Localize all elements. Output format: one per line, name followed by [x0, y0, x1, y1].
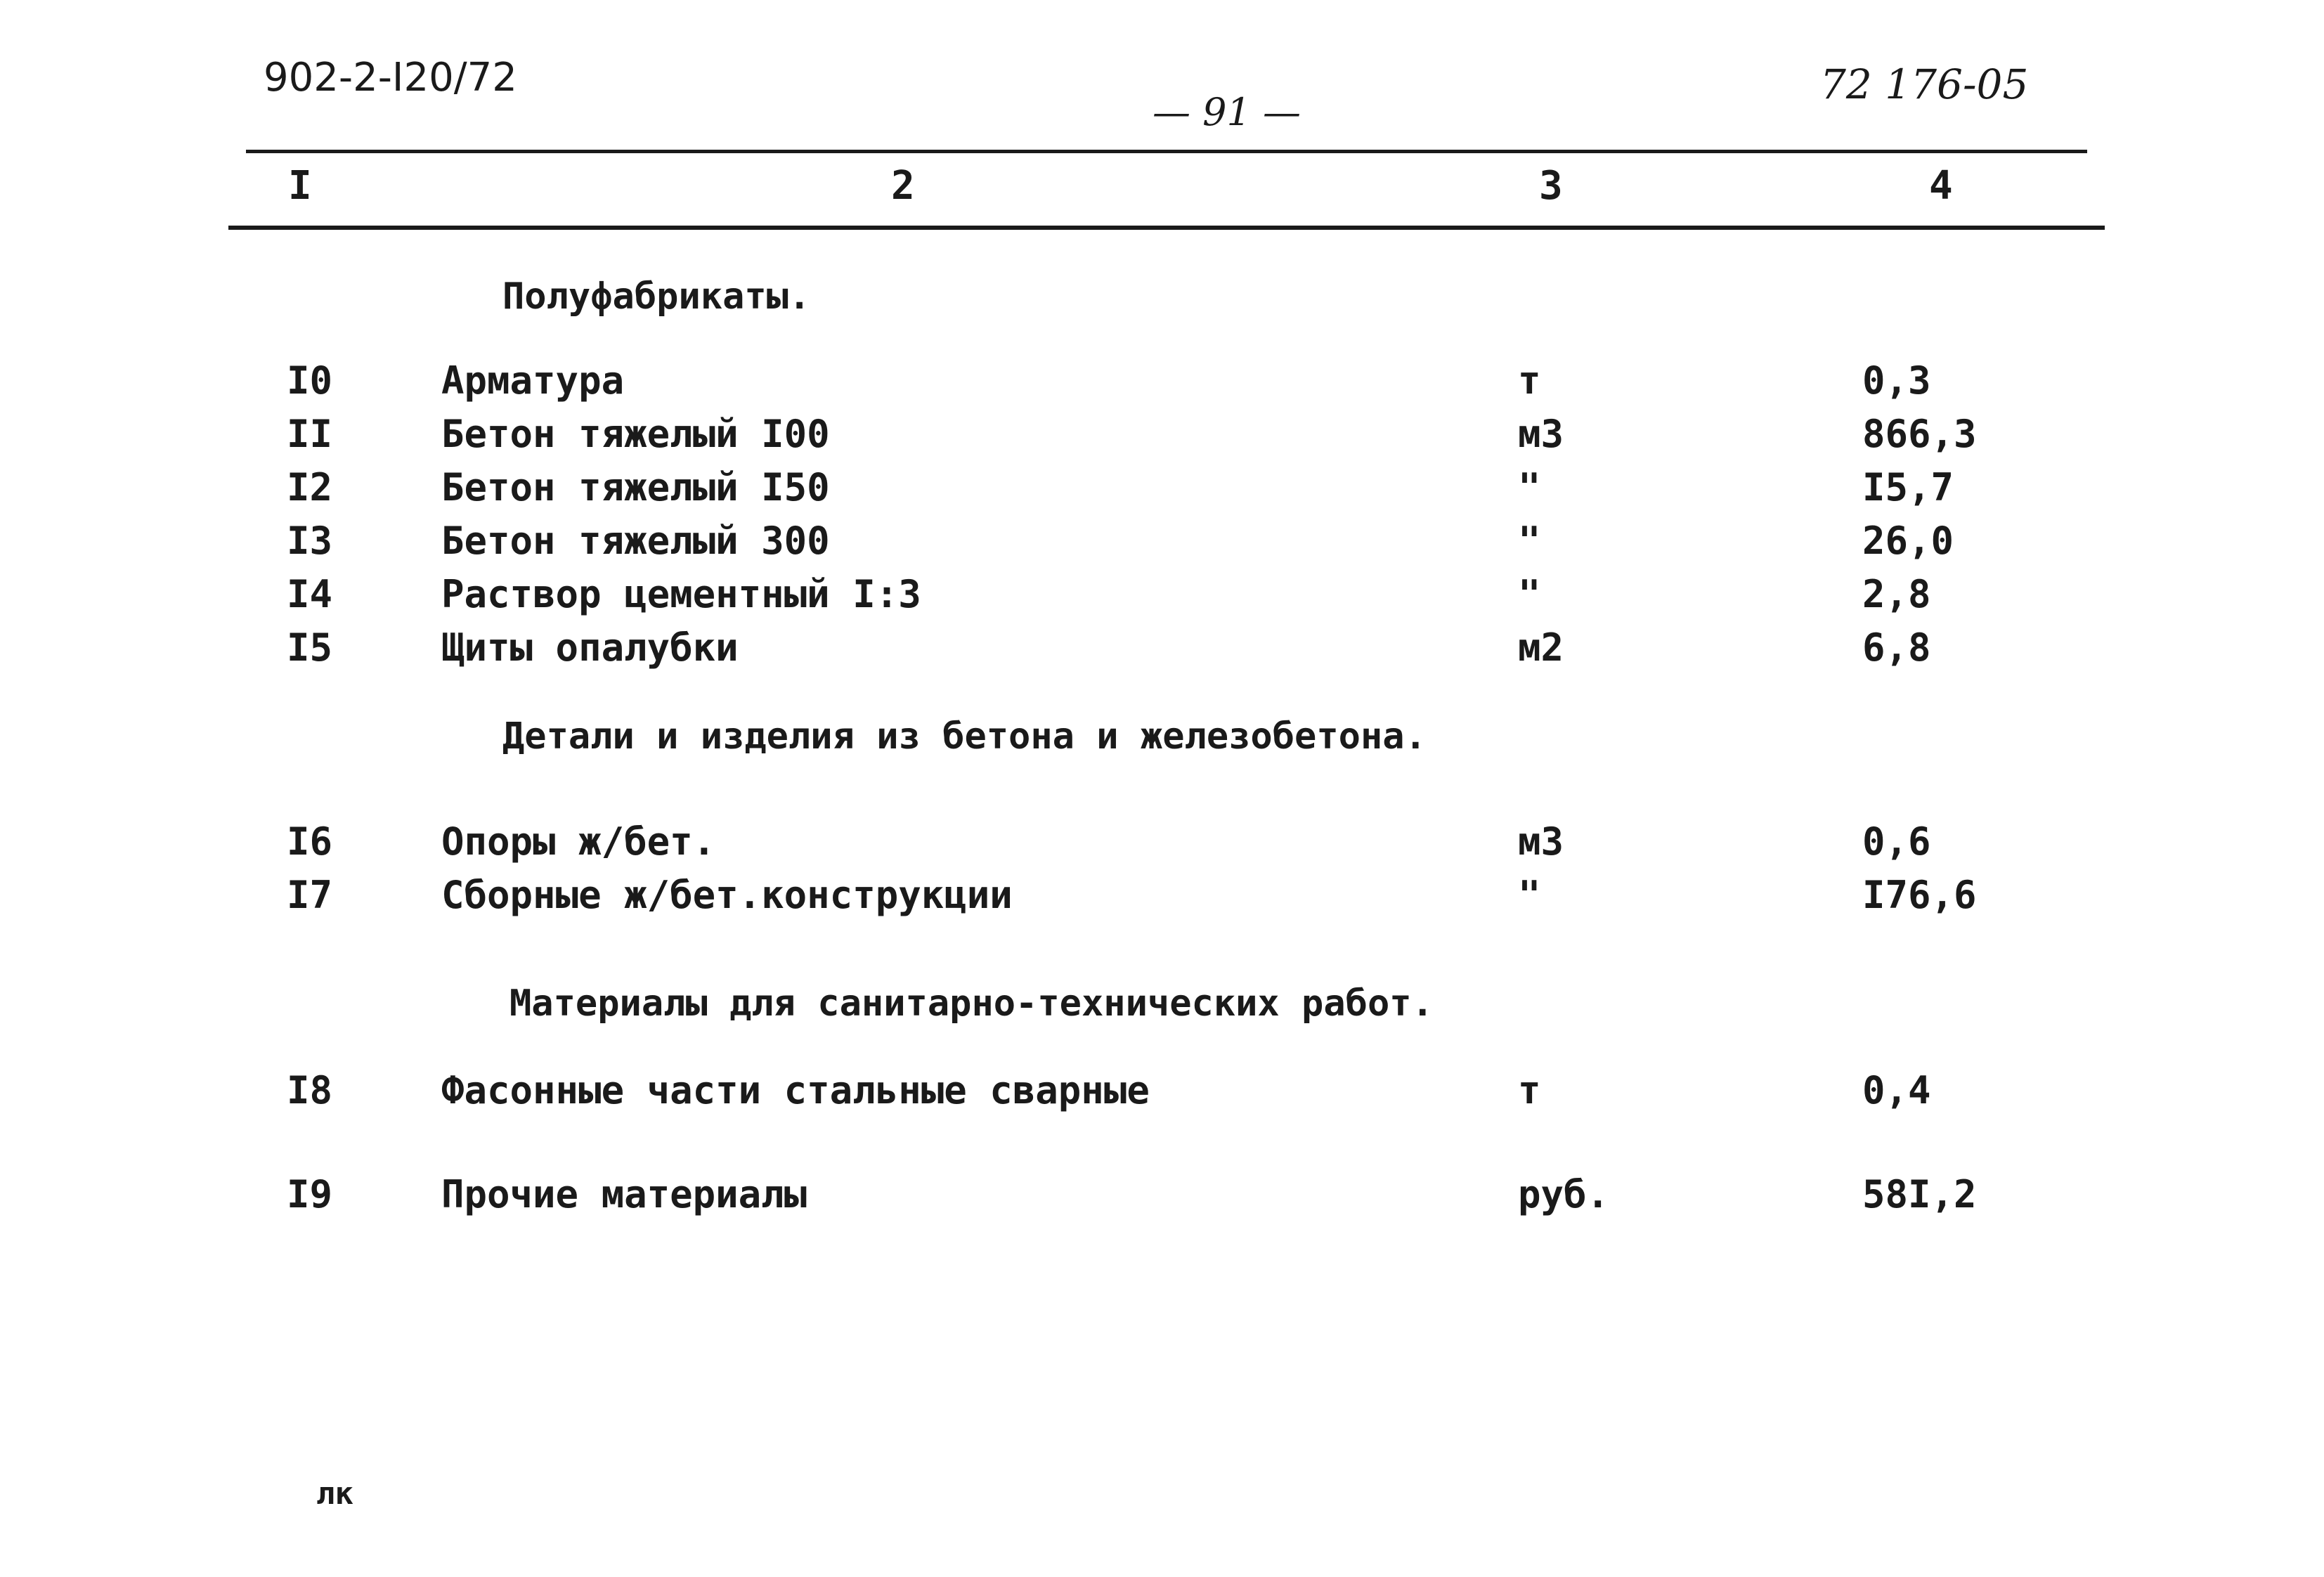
row-number: I2 [287, 465, 333, 510]
row-value: 0,6 [1862, 819, 1931, 864]
row-name: Бетон тяжелый 300 [441, 519, 830, 563]
row-number: I9 [287, 1172, 333, 1216]
row-number: I8 [287, 1068, 333, 1112]
row-unit: т [1518, 1068, 1541, 1112]
row-unit: руб. [1518, 1172, 1610, 1216]
row-value: 58I,2 [1862, 1172, 1977, 1216]
column-header-2: 2 [891, 163, 915, 209]
row-unit: " [1518, 873, 1541, 917]
row-name: Щиты опалубки [441, 625, 739, 670]
row-unit: м2 [1518, 625, 1564, 670]
table-header-rule [228, 226, 2105, 230]
row-unit: " [1518, 572, 1541, 616]
row-value: 0,4 [1862, 1068, 1931, 1112]
row-number: II [287, 412, 333, 456]
row-name: Арматура [441, 358, 625, 403]
row-unit: м3 [1518, 412, 1564, 456]
row-number: I5 [287, 625, 333, 670]
row-name: Прочие материалы [441, 1172, 807, 1216]
footer-initials: лк [316, 1476, 353, 1512]
column-header-3: 3 [1539, 163, 1563, 209]
row-number: I3 [287, 519, 333, 563]
row-number: I0 [287, 358, 333, 403]
row-name: Опоры ж/бет. [441, 819, 716, 864]
row-value: 26,0 [1862, 519, 1954, 563]
doc-code: 902-2-I20/72 [264, 55, 517, 100]
column-header-1: I [288, 163, 312, 209]
row-number: I6 [287, 819, 333, 864]
row-name: Фасонные части стальные сварные [441, 1068, 1150, 1112]
row-unit: " [1518, 465, 1541, 510]
archive-stamp: 72 176-05 [1820, 60, 2029, 108]
row-name: Бетон тяжелый I00 [441, 412, 830, 456]
row-name: Бетон тяжелый I50 [441, 465, 830, 510]
row-unit: " [1518, 519, 1541, 563]
row-value: 6,8 [1862, 625, 1931, 670]
section-title: Полуфабрикаты. [502, 275, 811, 318]
column-header-4: 4 [1929, 163, 1953, 209]
page-number: — 91 — [1153, 90, 1301, 134]
row-value: 2,8 [1862, 572, 1931, 616]
row-value: I5,7 [1862, 465, 1954, 510]
row-number: I7 [287, 873, 333, 917]
row-unit: т [1518, 358, 1541, 403]
row-number: I4 [287, 572, 333, 616]
row-name: Сборные ж/бет.конструкции [441, 873, 1013, 917]
table-top-rule [246, 150, 2087, 153]
row-value: 866,3 [1862, 412, 1977, 456]
row-value: 0,3 [1862, 358, 1931, 403]
row-name: Раствор цементный I:3 [441, 572, 921, 616]
row-value: I76,6 [1862, 873, 1977, 917]
section-title: Детали и изделия из бетона и железобетона. [502, 715, 1427, 758]
row-unit: м3 [1518, 819, 1564, 864]
section-title: Материалы для санитарно-технических работ. [509, 982, 1434, 1025]
